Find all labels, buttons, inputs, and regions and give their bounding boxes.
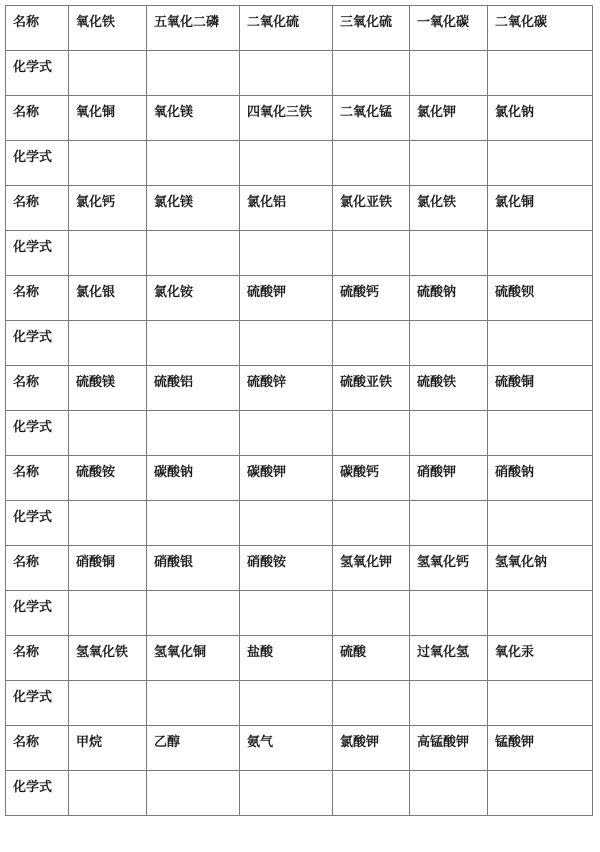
- formula-answer-cell: [410, 321, 488, 366]
- formula-row: [6, 771, 593, 816]
- compound-name-cell: [69, 366, 147, 411]
- name-row: [6, 276, 593, 321]
- compound-name: 氨气: [247, 735, 274, 750]
- formula-answer-cell: [410, 231, 488, 276]
- formula-answer-cell: [69, 681, 147, 726]
- formula-answer-cell: [147, 681, 240, 726]
- compound-name-cell: [69, 276, 147, 321]
- compound-name-cell: [410, 636, 488, 681]
- formula-answer-cell: [333, 591, 410, 636]
- compound-name-cell: [333, 546, 410, 591]
- compound-name: 硝酸铜: [76, 555, 116, 570]
- compound-name-cell: [333, 6, 410, 51]
- name-row: [6, 6, 593, 51]
- name-row: [6, 636, 593, 681]
- formula-label: 化学式: [13, 510, 53, 525]
- compound-name: 硫酸铝: [154, 375, 194, 390]
- compound-name: 硫酸亚铁: [340, 375, 393, 390]
- formula-answer-cell: [240, 231, 333, 276]
- formula-answer-cell: [240, 771, 333, 816]
- compound-name-cell: [147, 366, 240, 411]
- compound-name-cell: [69, 186, 147, 231]
- compound-name-cell: [147, 276, 240, 321]
- formula-answer-cell: [240, 141, 333, 186]
- compound-name-cell: [410, 186, 488, 231]
- formula-answer-cell: [333, 411, 410, 456]
- formula-answer-cell: [69, 51, 147, 96]
- compound-name-cell: [240, 366, 333, 411]
- compound-name: 氢氧化铜: [154, 645, 207, 660]
- formula-row: [6, 501, 593, 546]
- formula-row: [6, 411, 593, 456]
- compound-name-cell: [410, 6, 488, 51]
- formula-answer-cell: [410, 141, 488, 186]
- compound-name: 氢氧化钾: [340, 555, 393, 570]
- name-row: [6, 366, 593, 411]
- compound-name: 硫酸钙: [340, 285, 380, 300]
- formula-answer-cell: [488, 321, 593, 366]
- compound-name-cell: [69, 6, 147, 51]
- formula-answer-cell: [488, 771, 593, 816]
- name-label: 名称: [13, 645, 40, 660]
- formula-answer-cell: [333, 51, 410, 96]
- compound-name-cell: [488, 726, 593, 771]
- name-label-cell: [6, 636, 69, 681]
- formula-row: [6, 231, 593, 276]
- compound-name: 碳酸钠: [154, 465, 194, 480]
- compound-name-cell: [240, 546, 333, 591]
- compound-name: 过氧化氢: [417, 645, 470, 660]
- name-label: 名称: [13, 105, 40, 120]
- formula-label-cell: [6, 231, 69, 276]
- name-label-cell: [6, 96, 69, 141]
- compound-name-cell: [410, 456, 488, 501]
- compound-name: 硫酸镁: [76, 375, 116, 390]
- name-label: 名称: [13, 555, 40, 570]
- compound-name: 二氧化锰: [340, 105, 393, 120]
- compound-name: 乙醇: [154, 735, 181, 750]
- formula-answer-cell: [240, 411, 333, 456]
- compound-name: 硝酸钾: [417, 465, 457, 480]
- name-label-cell: [6, 276, 69, 321]
- formula-label: 化学式: [13, 60, 53, 75]
- compound-name-cell: [488, 546, 593, 591]
- compound-name: 五氧化二磷: [154, 15, 220, 30]
- name-row: [6, 186, 593, 231]
- formula-label: 化学式: [13, 780, 53, 795]
- compound-name-cell: [240, 726, 333, 771]
- compound-name-cell: [333, 456, 410, 501]
- compound-name-cell: [488, 276, 593, 321]
- compound-name-cell: [147, 456, 240, 501]
- formula-label-cell: [6, 321, 69, 366]
- compound-name: 氧化镁: [154, 105, 194, 120]
- compound-name-cell: [147, 96, 240, 141]
- name-label: 名称: [13, 735, 40, 750]
- compound-name: 硝酸银: [154, 555, 194, 570]
- name-label-cell: [6, 456, 69, 501]
- compound-name: 氯化钾: [417, 105, 457, 120]
- formula-answer-cell: [147, 501, 240, 546]
- compound-name-cell: [147, 726, 240, 771]
- name-label-cell: [6, 186, 69, 231]
- name-label: 名称: [13, 465, 40, 480]
- compound-name: 硫酸钠: [417, 285, 457, 300]
- name-row: [6, 546, 593, 591]
- compound-name-cell: [488, 456, 593, 501]
- formula-label-cell: [6, 681, 69, 726]
- formula-answer-cell: [147, 591, 240, 636]
- formula-answer-cell: [69, 321, 147, 366]
- formula-answer-cell: [333, 681, 410, 726]
- formula-answer-cell: [240, 591, 333, 636]
- formula-label-cell: [6, 771, 69, 816]
- formula-answer-cell: [410, 591, 488, 636]
- formula-answer-cell: [240, 681, 333, 726]
- compound-name: 硝酸钠: [495, 465, 535, 480]
- compound-name: 高锰酸钾: [417, 735, 470, 750]
- compound-name: 氯化银: [76, 285, 116, 300]
- compound-name-cell: [410, 546, 488, 591]
- compound-name-cell: [240, 276, 333, 321]
- compound-name: 锰酸钾: [495, 735, 535, 750]
- formula-answer-cell: [147, 771, 240, 816]
- formula-answer-cell: [69, 501, 147, 546]
- compound-name-cell: [333, 726, 410, 771]
- name-row: [6, 96, 593, 141]
- compound-name: 氯化钙: [76, 195, 116, 210]
- compound-name: 硫酸钾: [247, 285, 287, 300]
- compound-name-cell: [69, 96, 147, 141]
- name-label: 名称: [13, 375, 40, 390]
- compound-name: 盐酸: [247, 645, 274, 660]
- formula-label: 化学式: [13, 330, 53, 345]
- formula-answer-cell: [488, 501, 593, 546]
- compound-name-cell: [333, 96, 410, 141]
- compound-name: 氯化铁: [417, 195, 457, 210]
- compound-name-cell: [240, 636, 333, 681]
- formula-answer-cell: [333, 141, 410, 186]
- formula-answer-cell: [410, 681, 488, 726]
- compound-name: 碳酸钙: [340, 465, 380, 480]
- name-label-cell: [6, 726, 69, 771]
- compound-name-cell: [410, 96, 488, 141]
- formula-answer-cell: [333, 231, 410, 276]
- compound-name-cell: [69, 636, 147, 681]
- compound-name: 氧化铜: [76, 105, 116, 120]
- formula-label: 化学式: [13, 150, 53, 165]
- formula-answer-cell: [333, 771, 410, 816]
- compound-name: 硫酸锌: [247, 375, 287, 390]
- formula-label: 化学式: [13, 600, 53, 615]
- name-label: 名称: [13, 285, 40, 300]
- name-label-cell: [6, 6, 69, 51]
- compound-name-cell: [240, 186, 333, 231]
- compound-name: 硫酸铜: [495, 375, 535, 390]
- formula-answer-cell: [69, 141, 147, 186]
- formula-row: [6, 321, 593, 366]
- compound-name: 二氧化碳: [495, 15, 548, 30]
- compound-name: 氧化铁: [76, 15, 116, 30]
- compound-name-cell: [410, 276, 488, 321]
- compound-name: 二氧化硫: [247, 15, 300, 30]
- compound-name: 氯化亚铁: [340, 195, 393, 210]
- formula-label-cell: [6, 51, 69, 96]
- formula-label-cell: [6, 141, 69, 186]
- compound-name-cell: [333, 276, 410, 321]
- compound-name-cell: [147, 186, 240, 231]
- name-row: [6, 726, 593, 771]
- compound-name: 硝酸铵: [247, 555, 287, 570]
- formula-row: [6, 681, 593, 726]
- formula-answer-cell: [488, 681, 593, 726]
- formula-answer-cell: [147, 141, 240, 186]
- worksheet-body: [6, 6, 593, 816]
- formula-answer-cell: [410, 771, 488, 816]
- formula-answer-cell: [240, 321, 333, 366]
- formula-label: 化学式: [13, 240, 53, 255]
- compound-name: 氯化铵: [154, 285, 194, 300]
- formula-answer-cell: [488, 141, 593, 186]
- compound-name-cell: [240, 6, 333, 51]
- compound-name: 氯化铜: [495, 195, 535, 210]
- compound-name-cell: [488, 96, 593, 141]
- formula-answer-cell: [147, 231, 240, 276]
- compound-name: 一氧化碳: [417, 15, 470, 30]
- compound-name: 氢氧化钠: [495, 555, 548, 570]
- compound-name-cell: [147, 546, 240, 591]
- formula-answer-cell: [69, 411, 147, 456]
- compound-name: 氯酸钾: [340, 735, 380, 750]
- formula-row: [6, 591, 593, 636]
- formula-answer-cell: [240, 501, 333, 546]
- compound-name: 氢氧化铁: [76, 645, 129, 660]
- formula-label: 化学式: [13, 420, 53, 435]
- compound-name-cell: [69, 726, 147, 771]
- formula-label-cell: [6, 501, 69, 546]
- formula-answer-cell: [147, 51, 240, 96]
- compound-name: 氯化镁: [154, 195, 194, 210]
- compound-name-cell: [333, 186, 410, 231]
- formula-answer-cell: [488, 231, 593, 276]
- compound-name-cell: [69, 546, 147, 591]
- compound-name-cell: [69, 456, 147, 501]
- compound-name: 三氧化硫: [340, 15, 393, 30]
- name-row: [6, 456, 593, 501]
- compound-name: 四氧化三铁: [247, 105, 313, 120]
- compound-name-cell: [333, 366, 410, 411]
- chemical-formula-worksheet-table: [5, 5, 593, 816]
- formula-answer-cell: [333, 321, 410, 366]
- compound-name: 氯化铝: [247, 195, 287, 210]
- compound-name: 碳酸钾: [247, 465, 287, 480]
- compound-name-cell: [147, 6, 240, 51]
- compound-name: 氢氧化钙: [417, 555, 470, 570]
- name-label: 名称: [13, 195, 40, 210]
- compound-name: 氯化钠: [495, 105, 535, 120]
- formula-answer-cell: [240, 51, 333, 96]
- formula-answer-cell: [69, 591, 147, 636]
- formula-answer-cell: [410, 411, 488, 456]
- compound-name: 甲烷: [76, 735, 103, 750]
- compound-name: 硫酸铵: [76, 465, 116, 480]
- compound-name-cell: [488, 6, 593, 51]
- formula-answer-cell: [410, 51, 488, 96]
- compound-name: 氧化汞: [495, 645, 535, 660]
- name-label: 名称: [13, 15, 40, 30]
- formula-answer-cell: [488, 411, 593, 456]
- compound-name: 硫酸钡: [495, 285, 535, 300]
- formula-answer-cell: [488, 591, 593, 636]
- compound-name: 硫酸铁: [417, 375, 457, 390]
- formula-answer-cell: [147, 411, 240, 456]
- compound-name-cell: [410, 366, 488, 411]
- formula-answer-cell: [410, 501, 488, 546]
- compound-name-cell: [488, 636, 593, 681]
- compound-name-cell: [410, 726, 488, 771]
- formula-row: [6, 51, 593, 96]
- formula-label-cell: [6, 591, 69, 636]
- formula-answer-cell: [147, 321, 240, 366]
- formula-label: 化学式: [13, 690, 53, 705]
- compound-name-cell: [147, 636, 240, 681]
- formula-answer-cell: [69, 231, 147, 276]
- formula-answer-cell: [69, 771, 147, 816]
- name-label-cell: [6, 546, 69, 591]
- compound-name-cell: [240, 96, 333, 141]
- formula-label-cell: [6, 411, 69, 456]
- name-label-cell: [6, 366, 69, 411]
- compound-name-cell: [488, 186, 593, 231]
- compound-name: 硫酸: [340, 645, 367, 660]
- compound-name-cell: [333, 636, 410, 681]
- compound-name-cell: [240, 456, 333, 501]
- formula-row: [6, 141, 593, 186]
- formula-answer-cell: [488, 51, 593, 96]
- formula-answer-cell: [333, 501, 410, 546]
- compound-name-cell: [488, 366, 593, 411]
